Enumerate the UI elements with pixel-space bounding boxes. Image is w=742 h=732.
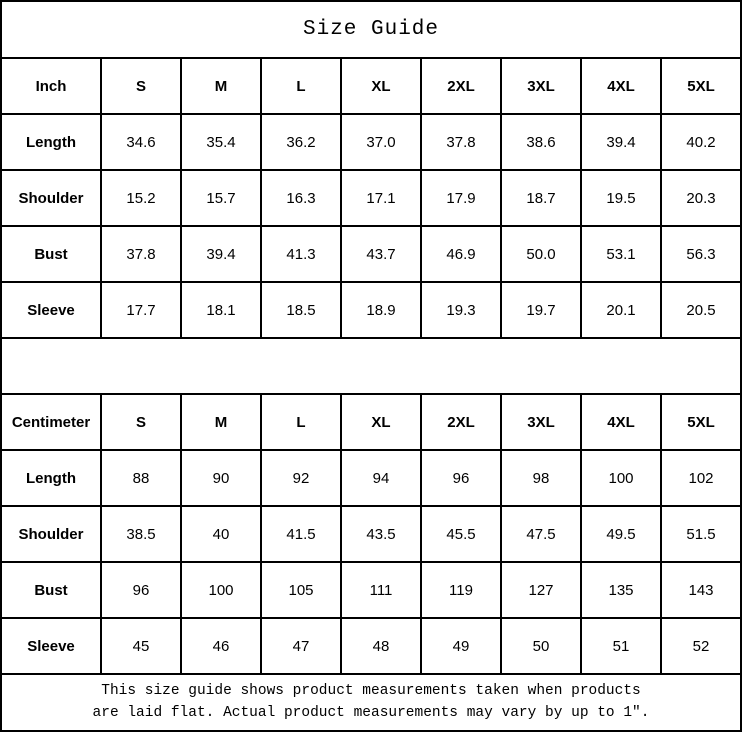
table-row-inch-length	[1, 114, 741, 170]
measurement-cell: 15.7	[181, 170, 261, 226]
measurement-cell: 52	[661, 618, 741, 674]
measurement-cell: 47.5	[501, 506, 581, 562]
header-row-centimeter	[1, 394, 741, 450]
size-header-m: M	[181, 394, 261, 450]
size-header-s: S	[101, 394, 181, 450]
size-header-xl: XL	[341, 394, 421, 450]
inch-section	[1, 58, 741, 338]
measurement-cell: 19.3	[421, 282, 501, 338]
table-row-centimeter-shoulder	[1, 506, 741, 562]
measurement-cell: 51.5	[661, 506, 741, 562]
measurement-cell: 143	[661, 562, 741, 618]
measurement-cell: 96	[421, 450, 501, 506]
measurement-cell: 15.2	[101, 170, 181, 226]
measurement-cell: 49.5	[581, 506, 661, 562]
measurement-cell: 53.1	[581, 226, 661, 282]
centimeter-section	[1, 394, 741, 674]
measurement-cell: 50	[501, 618, 581, 674]
size-header-l: L	[261, 394, 341, 450]
measurement-cell: 18.1	[181, 282, 261, 338]
measurement-cell: 47	[261, 618, 341, 674]
footer-line-1: This size guide shows product measurements taken when products	[101, 683, 641, 700]
measurement-cell: 45.5	[421, 506, 501, 562]
footer-line-2: are laid flat. Actual product measurements may vary by up to 1″.	[92, 704, 650, 721]
measurement-cell: 35.4	[181, 114, 261, 170]
unit-header-centimeter: Centimeter	[1, 394, 101, 450]
measurement-cell: 34.6	[101, 114, 181, 170]
measurement-cell: 37.0	[341, 114, 421, 170]
measurement-cell: 98	[501, 450, 581, 506]
measurement-cell: 92	[261, 450, 341, 506]
row-label-bust: Bust	[1, 562, 101, 618]
measurement-cell: 17.1	[341, 170, 421, 226]
spacer-cell	[1, 338, 741, 394]
measurement-cell: 102	[661, 450, 741, 506]
title-row	[1, 1, 741, 58]
row-label-sleeve: Sleeve	[1, 282, 101, 338]
size-header-5xl: 5XL	[661, 394, 741, 450]
measurement-cell: 39.4	[181, 226, 261, 282]
page-title: Size Guide	[1, 1, 741, 58]
measurement-cell: 100	[181, 562, 261, 618]
size-header-5xl: 5XL	[661, 58, 741, 114]
measurement-cell: 90	[181, 450, 261, 506]
size-header-4xl: 4XL	[581, 58, 661, 114]
measurement-cell: 41.5	[261, 506, 341, 562]
size-header-4xl: 4XL	[581, 394, 661, 450]
measurement-cell: 38.6	[501, 114, 581, 170]
size-header-2xl: 2XL	[421, 58, 501, 114]
footer-row	[1, 674, 741, 731]
measurement-cell: 96	[101, 562, 181, 618]
measurement-cell: 40.2	[661, 114, 741, 170]
measurement-cell: 51	[581, 618, 661, 674]
measurement-cell: 43.7	[341, 226, 421, 282]
measurement-cell: 45	[101, 618, 181, 674]
row-label-shoulder: Shoulder	[1, 506, 101, 562]
size-header-xl: XL	[341, 58, 421, 114]
measurement-cell: 19.7	[501, 282, 581, 338]
size-header-3xl: 3XL	[501, 394, 581, 450]
measurement-cell: 39.4	[581, 114, 661, 170]
measurement-cell: 19.5	[581, 170, 661, 226]
measurement-cell: 100	[581, 450, 661, 506]
unit-header-inch: Inch	[1, 58, 101, 114]
measurement-cell: 41.3	[261, 226, 341, 282]
measurement-cell: 17.7	[101, 282, 181, 338]
measurement-cell: 49	[421, 618, 501, 674]
table-row-centimeter-bust	[1, 562, 741, 618]
measurement-cell: 18.7	[501, 170, 581, 226]
measurement-cell: 37.8	[101, 226, 181, 282]
measurement-cell: 135	[581, 562, 661, 618]
measurement-cell: 105	[261, 562, 341, 618]
table-row-inch-bust	[1, 226, 741, 282]
table-row-inch-shoulder	[1, 170, 741, 226]
table-row-inch-sleeve	[1, 282, 741, 338]
measurement-cell: 119	[421, 562, 501, 618]
size-header-l: L	[261, 58, 341, 114]
measurement-cell: 43.5	[341, 506, 421, 562]
table-row-centimeter-length	[1, 450, 741, 506]
measurement-cell: 18.9	[341, 282, 421, 338]
row-label-sleeve: Sleeve	[1, 618, 101, 674]
measurement-cell: 50.0	[501, 226, 581, 282]
measurement-cell: 40	[181, 506, 261, 562]
measurement-cell: 17.9	[421, 170, 501, 226]
row-label-shoulder: Shoulder	[1, 170, 101, 226]
measurement-cell: 56.3	[661, 226, 741, 282]
header-row-inch	[1, 58, 741, 114]
size-header-3xl: 3XL	[501, 58, 581, 114]
footer-note	[1, 674, 741, 731]
measurement-cell: 46	[181, 618, 261, 674]
measurement-cell: 127	[501, 562, 581, 618]
measurement-cell: 37.8	[421, 114, 501, 170]
measurement-cell: 20.3	[661, 170, 741, 226]
spacer-row	[1, 338, 741, 394]
measurement-cell: 94	[341, 450, 421, 506]
row-label-length: Length	[1, 114, 101, 170]
measurement-cell: 111	[341, 562, 421, 618]
measurement-cell: 46.9	[421, 226, 501, 282]
measurement-cell: 88	[101, 450, 181, 506]
measurement-cell: 36.2	[261, 114, 341, 170]
table-row-centimeter-sleeve	[1, 618, 741, 674]
measurement-cell: 38.5	[101, 506, 181, 562]
measurement-cell: 18.5	[261, 282, 341, 338]
measurement-cell: 20.1	[581, 282, 661, 338]
size-header-s: S	[101, 58, 181, 114]
measurement-cell: 16.3	[261, 170, 341, 226]
measurement-cell: 20.5	[661, 282, 741, 338]
size-header-2xl: 2XL	[421, 394, 501, 450]
size-header-m: M	[181, 58, 261, 114]
row-label-length: Length	[1, 450, 101, 506]
measurement-cell: 48	[341, 618, 421, 674]
row-label-bust: Bust	[1, 226, 101, 282]
